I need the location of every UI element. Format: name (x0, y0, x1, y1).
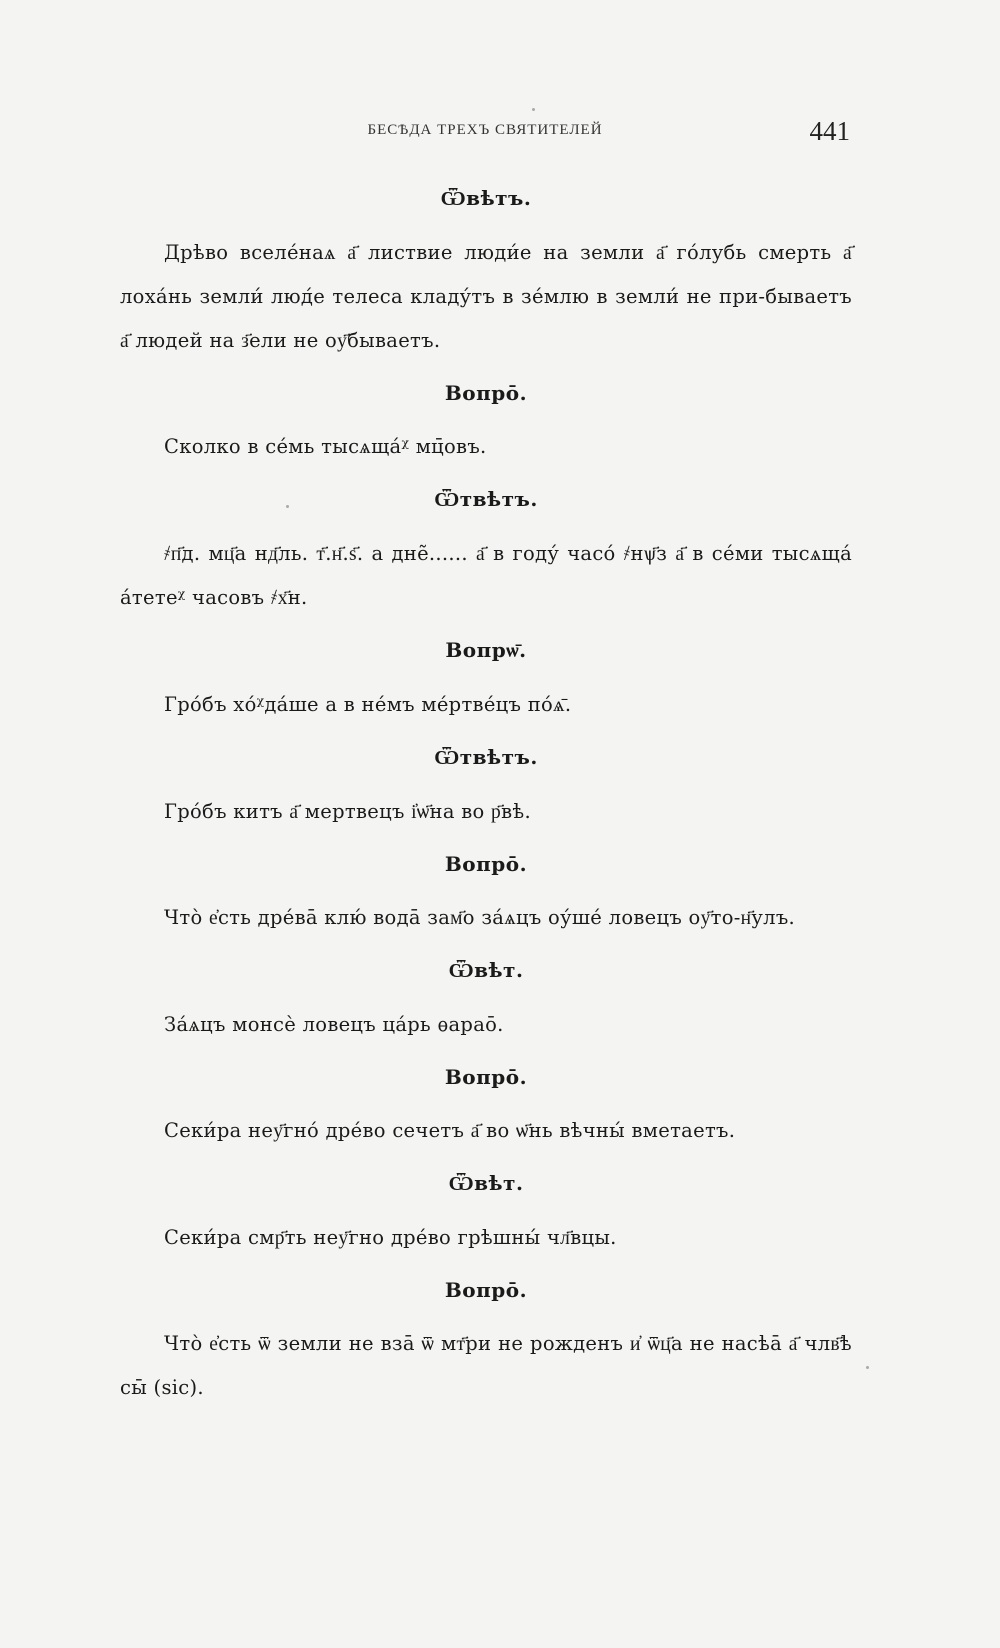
paragraph: Секи́ра смр҃ть неу҃гно дре́во грѣшны́ чл҃вцы. (164, 1226, 617, 1249)
paragraph: Что̀ е҆сть дре́ва̄ клю́ вода̄ зам҃о за́ѧцъ оу́ше́ ловецъ оу҃то-н҃улъ. (164, 906, 796, 929)
running-head (120, 118, 850, 148)
paragraph: Секи́ра неу҃гно́ дре́во сечетъ а҃ во ѡ҃нь вѣчны́ вметаетъ. (164, 1119, 736, 1142)
paragraph: Гро́бъ китъ а҃ мертвецъ і҆ѡ҃на во р҃вѣ. (164, 800, 531, 823)
section-heading: Вопро̄. (444, 1278, 528, 1302)
paragraph: Сколко в се́мь тысѧща́ᵡ мц̄овъ. (164, 435, 487, 458)
section-heading: Вопрѡ̄. (445, 638, 527, 662)
paragraph: За́ѧцъ монсѐ ловецъ ца́рь ѳарао̄. (164, 1013, 504, 1036)
section-heading: Вопро̄. (444, 1065, 528, 1089)
running-title: БЕСѢДА ТРЕХЪ СВЯТИТЕЛЕЙ (367, 122, 603, 138)
section-heading: Ѿвѣт. (448, 958, 524, 982)
section-heading: Ѿвѣт. (448, 1171, 524, 1195)
page-body (120, 168, 852, 1420)
section-heading: Вопро̄. (444, 852, 528, 876)
page-number: 441 (809, 116, 850, 146)
paper-speck (286, 505, 289, 508)
section-heading: Ѿтвѣтъ. (434, 745, 538, 769)
paragraph: Дрѣво вселе́наѧ а҃ листвие люди́е на земли а҃ го́лубь смерть а҃ лоха́нь земли́ люд́е телеса кладу́тъ в зе́млю в земли́ не при-бываетъ а҃ людей на з҃ели не оу҃бываетъ. (120, 241, 852, 352)
paragraph: ҂п҃д. мц҃а нд҃ль. т҃.н҃.ѕ҃. а дне̃...... а҃ в году́ часо́ ҂нѱ҃з а҃ в се́ми тысѧща́ а́тетеᵡ часовъ ҂х҃н. (120, 542, 852, 609)
paragraph: Что̀ е҆сть ѿ земли не вза̄ ѿ мт҃ри не рожденъ и҆ ѿц҃а не насѣа̄ а҃ члв҃ѣ сы̄ (sic). (120, 1332, 852, 1399)
section-heading: Вопро̄. (444, 381, 528, 405)
section-heading: Ѿвѣтъ. (440, 186, 532, 210)
section-heading: Ѿтвѣтъ. (434, 487, 538, 511)
paper-speck (532, 108, 535, 111)
paragraph: Гро́бъ хо́ᵡда́ше а в не́мъ ме́ртве́цъ по́ѧ̄. (164, 693, 572, 716)
paper-speck (866, 1366, 869, 1369)
